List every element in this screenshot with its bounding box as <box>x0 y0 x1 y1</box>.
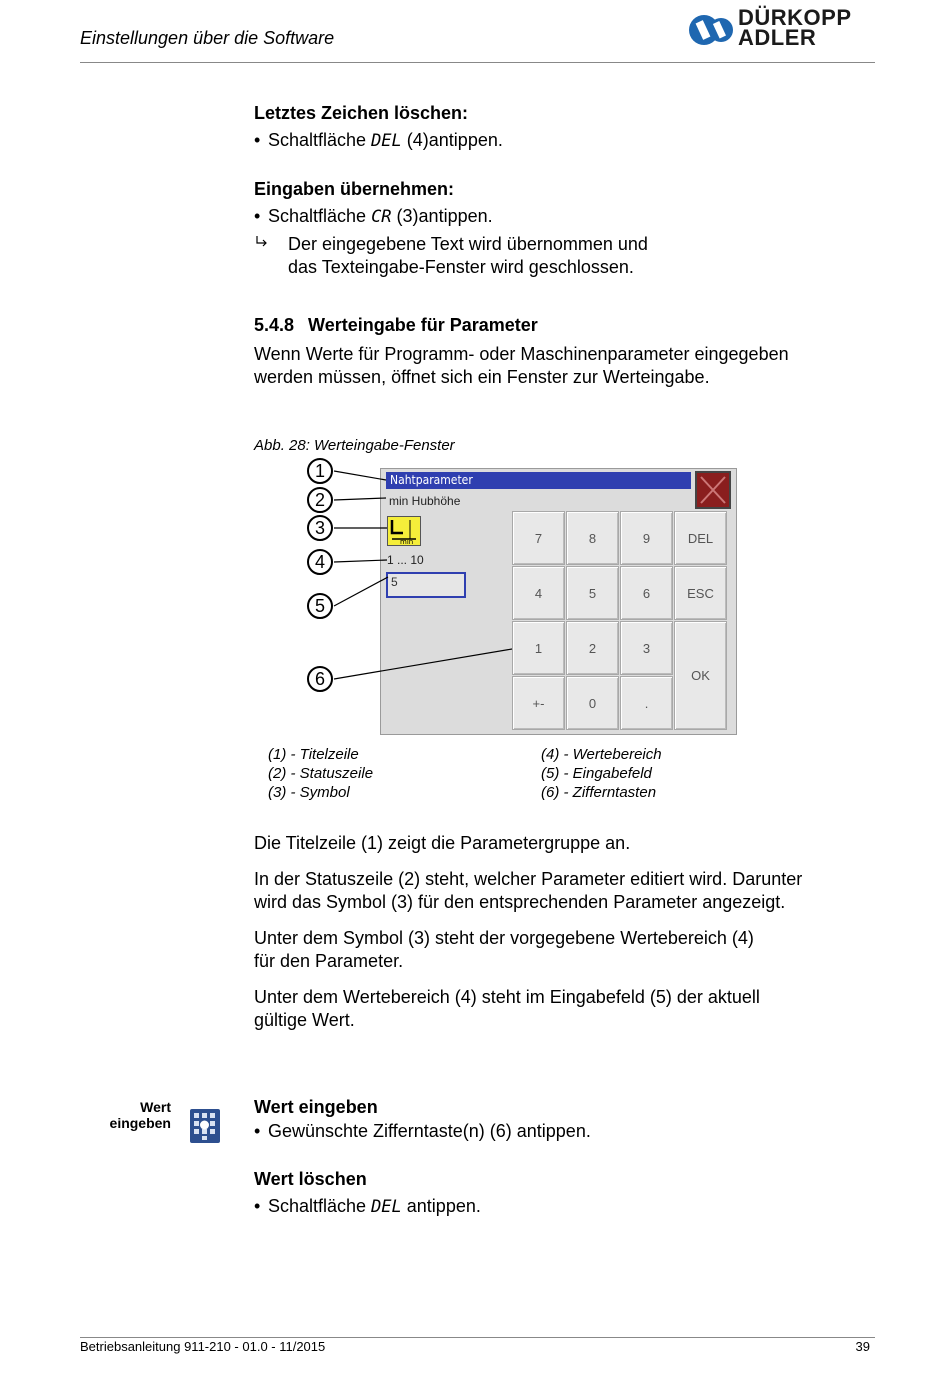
key-6[interactable]: 6 <box>620 566 673 620</box>
legend-item: (1) - Titelzeile <box>268 746 359 763</box>
key-0[interactable]: 0 <box>566 676 619 730</box>
heading-delete-last-char: Letztes Zeichen löschen: <box>254 103 469 123</box>
paragraph-2 <box>254 868 802 914</box>
code-cr: CR <box>371 207 392 227</box>
callout-2: 2 <box>307 487 333 513</box>
legend-item: (3) - Symbol <box>268 784 350 801</box>
callout-6: 6 <box>307 666 333 692</box>
paragraph-3 <box>254 927 754 973</box>
key-ok[interactable]: OK <box>674 621 727 730</box>
legend-item: (4) - Wertebereich <box>541 746 662 763</box>
logo-line-1: DÜRKOPP <box>738 5 852 30</box>
svg-text:min: min <box>400 538 414 545</box>
key-plus-minus[interactable]: +- <box>512 676 565 730</box>
value-range: 1 ... 10 <box>387 553 424 567</box>
side-label-line-1: Wert <box>140 1099 171 1115</box>
page-number: 39 <box>855 1339 870 1354</box>
key-2[interactable]: 2 <box>566 621 619 675</box>
p4-line-2: gültige Wert. <box>254 1010 355 1030</box>
result-line-2: das Texteingabe-Fenster wird geschlossen. <box>288 257 634 277</box>
bullet-text-pre: Schaltfläche <box>268 1196 372 1216</box>
callout-5: 5 <box>307 593 333 619</box>
keypad-icon <box>190 1109 220 1148</box>
input-field[interactable]: 5 <box>386 572 466 598</box>
section-title: Werteingabe für Parameter <box>308 315 538 335</box>
key-8[interactable]: 8 <box>566 511 619 565</box>
paragraph-1: Die Titelzeile (1) zeigt die Parametergruppe an. <box>254 833 631 853</box>
heading-enter-value: Wert eingeben <box>254 1097 378 1117</box>
p3-line-2: für den Parameter. <box>254 951 404 971</box>
code-del: DEL <box>371 131 402 151</box>
section-number: 5.4.8 <box>254 315 295 335</box>
footer-document-id: Betriebsanleitung 911-210 - 01.0 - 11/2015 <box>80 1339 326 1354</box>
legend-item: (5) - Eingabefeld <box>541 765 652 782</box>
legend-item: (2) - Statuszeile <box>268 765 374 782</box>
key-3[interactable]: 3 <box>620 621 673 675</box>
p3-line-1: Unter dem Symbol (3) steht der vorgegebene Wertebereich (4) <box>254 928 754 948</box>
bullet-text-pre: Schaltfläche <box>268 206 372 226</box>
heading-delete-value: Wert löschen <box>254 1169 367 1189</box>
paragraph-4 <box>254 986 760 1032</box>
key-del[interactable]: DEL <box>674 511 727 565</box>
key-4[interactable]: 4 <box>512 566 565 620</box>
bullet-text-post: (3)antippen. <box>391 206 493 226</box>
intro-line-1: Wenn Werte für Programm- oder Maschinenparameter eingegeben <box>254 344 789 364</box>
bullet-text-post: antippen. <box>401 1196 481 1216</box>
bullet-accept-input: • Schaltfläche CR (3)antippen. <box>254 206 493 227</box>
logo-line-2: ADLER <box>738 25 817 50</box>
bullet-text: Gewünschte Zifferntaste(n) (6) antippen. <box>268 1121 591 1141</box>
legend-column-1 <box>268 745 373 802</box>
status-bar: min Hubhöhe <box>389 494 461 508</box>
title-bar: Nahtparameter <box>386 472 691 489</box>
key-5[interactable]: 5 <box>566 566 619 620</box>
bullet-text-pre: Schaltfläche <box>268 130 372 150</box>
legend-item: (6) - Zifferntasten <box>541 784 657 801</box>
bullet-text-post: (4)antippen. <box>401 130 503 150</box>
header-title: Einstellungen über die Software <box>80 28 335 48</box>
figure-caption: Abb. 28: Werteingabe-Fenster <box>254 437 455 454</box>
legend-column-2 <box>541 745 662 802</box>
side-label <box>110 1099 171 1131</box>
key-7[interactable]: 7 <box>512 511 565 565</box>
bullet-delete-last-char: • Schaltfläche DEL (4)antippen. <box>254 130 503 151</box>
side-label-line-2: eingeben <box>109 1115 171 1131</box>
footer-rule <box>80 1337 875 1338</box>
callout-3: 3 <box>307 515 333 541</box>
heading-accept-input: Eingaben übernehmen: <box>254 179 455 199</box>
p2-line-1: In der Statuszeile (2) steht, welcher Parameter editiert wird. Darunter <box>254 869 803 889</box>
key-dot[interactable]: . <box>620 676 673 730</box>
callout-1: 1 <box>307 458 333 484</box>
bullet-enter-value: • Gewünschte Zifferntaste(n) (6) antippen. <box>254 1121 591 1141</box>
p4-line-1: Unter dem Wertebereich (4) steht im Eingabefeld (5) der aktuell <box>254 987 760 1007</box>
key-9[interactable]: 9 <box>620 511 673 565</box>
bullet-delete-value: • Schaltfläche DEL antippen. <box>254 1196 481 1217</box>
key-1[interactable]: 1 <box>512 621 565 675</box>
callout-4: 4 <box>307 549 333 575</box>
intro-line-2: werden müssen, öffnet sich ein Fenster zur Werteingabe. <box>254 367 710 387</box>
p2-line-2: wird das Symbol (3) für den entsprechenden Parameter angezeigt. <box>254 892 786 912</box>
code-del: DEL <box>371 1197 402 1217</box>
result-line-1: Der eingegebene Text wird übernommen und <box>288 234 648 254</box>
key-esc[interactable]: ESC <box>674 566 727 620</box>
